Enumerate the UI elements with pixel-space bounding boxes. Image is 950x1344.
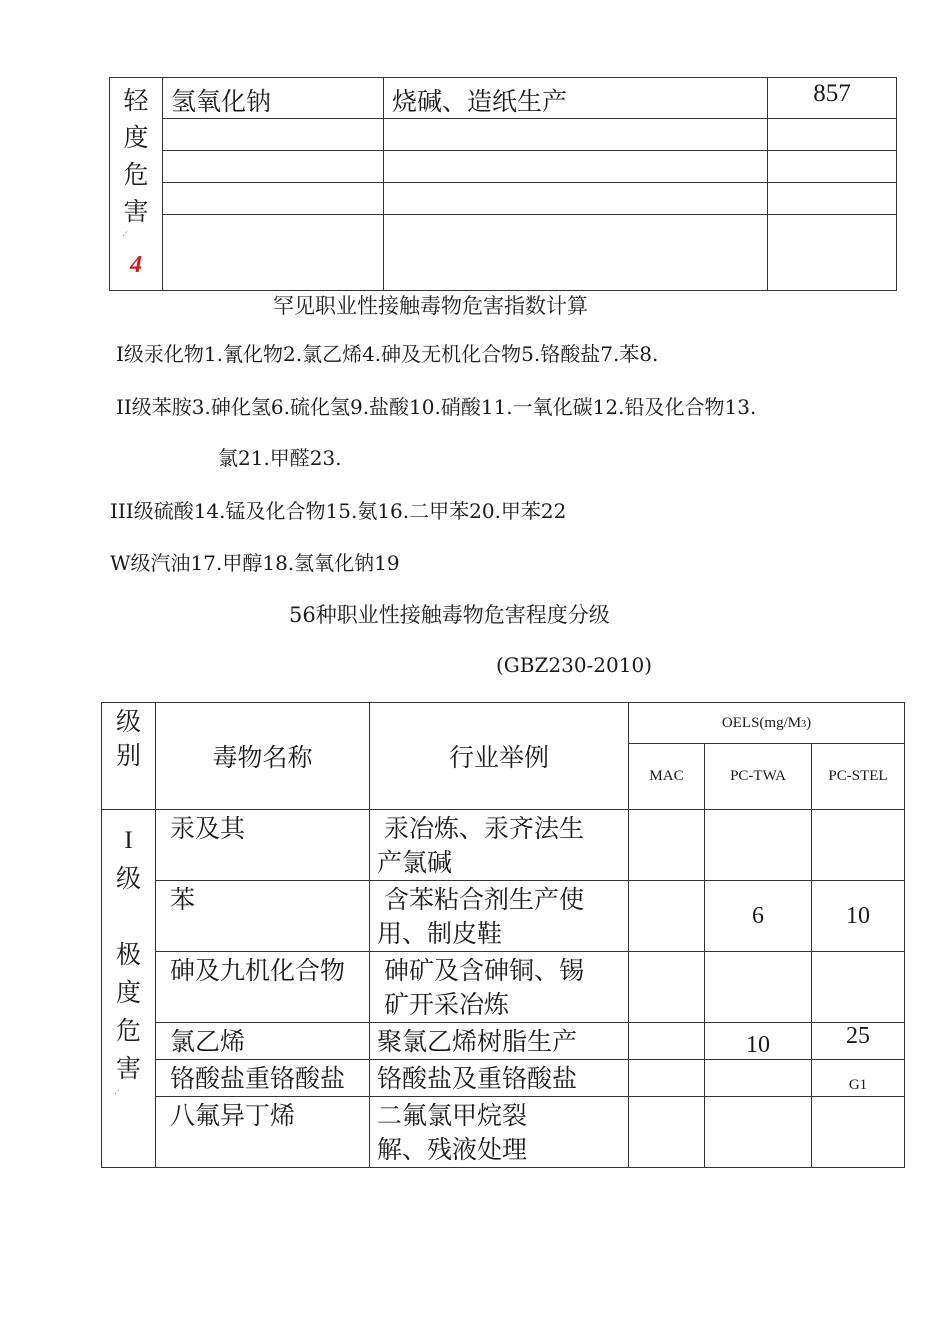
empty-cell — [768, 151, 897, 183]
toxin-name: 汞及其 — [156, 810, 370, 881]
empty-cell — [163, 183, 384, 215]
header-oels: OELS(mg/M3) — [629, 703, 905, 744]
pc-stel-value: G1 — [812, 1060, 905, 1097]
toxin-name: 铬酸盐重铬酸盐 — [156, 1060, 370, 1097]
industry-example: 聚氯乙烯树脂生产 — [370, 1023, 629, 1060]
industry-example: 砷矿及含砷铜、锡 矿开采冶炼 — [370, 952, 629, 1023]
pc-stel-value: 25 — [812, 1023, 905, 1060]
tick-mark: ·′ — [122, 231, 128, 242]
industry-example: 铬酸盐及重铬酸盐 — [370, 1060, 629, 1097]
toxin-name: 砷及九机化合物 — [156, 952, 370, 1023]
empty-cell — [163, 151, 384, 183]
toxin-name: 氢氧化钠 — [163, 78, 384, 119]
mac-value — [629, 1023, 705, 1060]
empty-cell — [384, 119, 768, 151]
empty-cell — [768, 215, 897, 291]
hazard-grading-table — [101, 702, 905, 1168]
header-mac: MAC — [629, 744, 705, 810]
grading-title: 56种职业性接触毒物危害程度分级 — [289, 603, 610, 627]
empty-cell — [163, 119, 384, 151]
level-4-list: W级汽油17.甲醇18.氢氧化钠19 — [110, 551, 400, 575]
tick-mark: ·′ — [114, 1089, 120, 1100]
index-value: 857 — [768, 78, 897, 119]
industry-example: 汞冶炼、汞齐法生 产氯碱 — [370, 810, 629, 881]
pc-twa-value: 6 — [705, 881, 812, 952]
calc-title: 罕见职业性接触毒物危害指数计算 — [273, 294, 588, 318]
level-3-list: III级硫酸14.锰及化合物15.氨16.二甲苯20.甲苯22 — [110, 499, 567, 523]
header-level: 级 别 — [102, 703, 156, 810]
toxin-name: 苯 — [156, 881, 370, 952]
header-toxin-name: 毒物名称 — [156, 703, 370, 810]
level-label-extreme: I 级 极 度 危 害 ·′ — [102, 810, 156, 1168]
pc-twa-value: 10 — [705, 1023, 812, 1060]
hazard-table-light — [109, 77, 897, 291]
header-pc-twa: PC-TWA — [705, 744, 812, 810]
industry-example: 二氟氯甲烷裂 解、残液处理 — [370, 1097, 629, 1168]
level-2-list-cont: 氯21.甲醛23. — [218, 446, 342, 470]
empty-cell — [768, 183, 897, 215]
toxin-name: 氯乙烯 — [156, 1023, 370, 1060]
industry-example: 含苯粘合剂生产使 用、制皮鞋 — [370, 881, 629, 952]
level-1-list: I级汞化物1.氰化物2.氯乙烯4.砷及无机化合物5.铬酸盐7.苯8. — [116, 342, 659, 366]
level-number: 4 — [130, 252, 142, 278]
mac-value — [629, 881, 705, 952]
empty-cell — [384, 151, 768, 183]
standard-code: (GBZ230-2010) — [496, 653, 653, 677]
toxin-name: 八氟异丁烯 — [156, 1097, 370, 1168]
empty-cell — [768, 119, 897, 151]
industry-example: 烧碱、造纸生产 — [384, 78, 768, 119]
header-pc-stel: PC-STEL — [812, 744, 905, 810]
empty-cell — [384, 215, 768, 291]
level-2-list: II级苯胺3.砷化氢6.硫化氢9.盐酸10.硝酸11.一氧化碳12.铅及化合物13. — [116, 395, 757, 419]
level-label-light: 轻 度 危 害 ·′ 4 — [110, 78, 163, 291]
header-industry: 行业举例 — [370, 703, 629, 810]
empty-cell — [163, 215, 384, 291]
empty-cell — [384, 183, 768, 215]
pc-stel-value: 10 — [812, 881, 905, 952]
